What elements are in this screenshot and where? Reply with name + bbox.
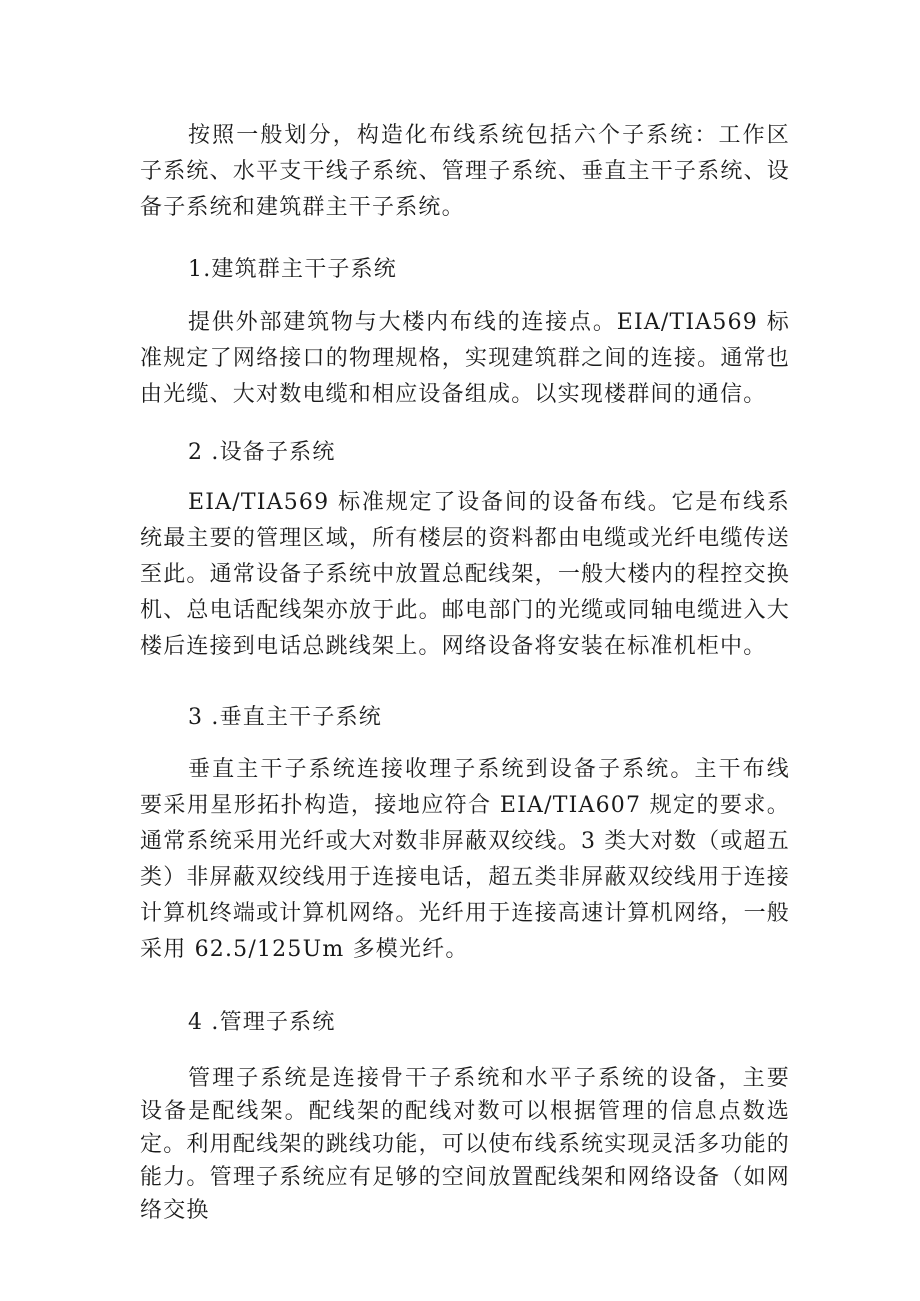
section-1-paragraph: 提供外部建筑物与大楼内布线的连接点。EIA/TIA569 标准规定了网络接口的物理规格，实现建筑群之间的连接。通常也由光缆、大对数电缆和相应设备组成。以实现楼群间的通信。 [140, 310, 790, 407]
section-2-heading: 2 .设备子系统 [188, 440, 336, 465]
section-3-heading: 3 .垂直主干子系统 [188, 705, 382, 730]
intro-paragraph: 按照一般划分，构造化布线系统包括六个子系统：工作区子系统、水平支干线子系统、管理子系统、垂直主干子系统、设备子系统和建筑群主干子系统。 [140, 123, 790, 220]
section-3-paragraph: 垂直主干子系统连接收理子系统到设备子系统。主干布线要采用星形拓扑构造，接地应符合 EIA/TIA607 规定的要求。通常系统采用光纤或大对数非屏蔽双绞线。3 类大对数（或超五类）非屏蔽双绞线用于连接电话，超五类非屏蔽双绞线用于连接计算机终端或计算机网络。光纤用于连接高速计算机网络，一般采用 62.5/125Um 多模光纤。 [140, 757, 790, 962]
section-1-heading: 1.建筑群主干子系统 [188, 257, 397, 282]
section-2-paragraph: EIA/TIA569 标准规定了设备间的设备布线。它是布线系统最主要的管理区域，所有楼层的资料都由电缆或光纤电缆传送至此。通常设备子系统中放置总配线架，一般大楼内的程控交换机、总电话配线架亦放于此。邮电部门的光缆或同轴电缆进入大楼后连接到电话总跳线架上。网络设备将安装在标准机柜中。 [140, 490, 790, 659]
section-4-heading: 4 .管理子系统 [188, 1010, 336, 1035]
section-4-paragraph: 管理子系统是连接骨干子系统和水平子系统的设备，主要设备是配线架。配线架的配线对数可以根据管理的信息点数选定。利用配线架的跳线功能，可以使布线系统实现灵活多功能的能力。管理子系统应有足够的空间放置配线架和网络设备（如网络交换 [140, 1066, 790, 1223]
